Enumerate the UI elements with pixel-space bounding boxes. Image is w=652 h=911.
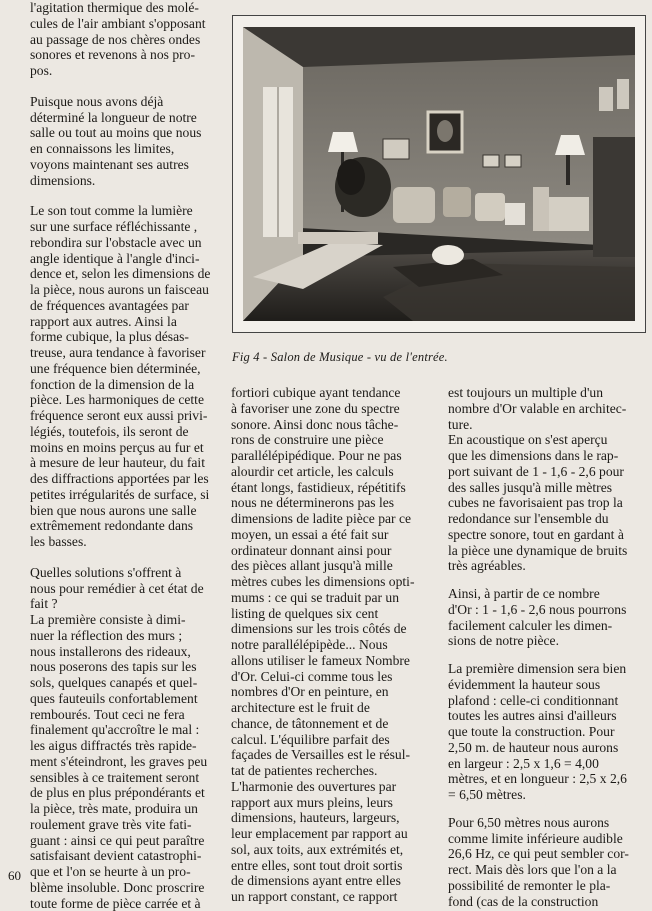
figure-caption: Fig 4 - Salon de Musique - vu de l'entrée. <box>232 350 448 364</box>
paragraph: l'agitation thermique des molé- cules de l'air ambiant s'opposant au passage de nos chères ondes sonores et revenons à nos pro- pos. <box>30 0 206 78</box>
text-column-1 <box>30 0 226 911</box>
figure-frame <box>232 15 646 333</box>
paragraph: Quelles solutions s'offrent à nous pour remédier à cet état de fait ? <box>30 564 204 612</box>
paragraph: L'harmonie des ouvertures par rapport aux murs pleins, leurs dimensions, hauteurs, largeurs, leur emplacement par rapport au sol, aux toits, aux extrémités et, entre elles, sont tout droit sortis de dimensions ayant entre elles un rapport constant, ce rapport <box>231 778 408 904</box>
page-number: 60 <box>8 868 21 883</box>
room-photo <box>243 27 635 321</box>
paragraph: fortiori cubique ayant tendance à favoriser une zone du spectre sonore. Ainsi donc nous tâche- rons de construire une pièce parallélépipédique. Pour ne pas alourdir cet article, les calculs étant longs, fastidieux, répétitifs nous ne déterminerons pas les dimensions de ladite pièce par ce moyen, un essai a été fait sur ordinateur donnant ainsi pour des pièces allant jusqu'à mille mètres cubes les dimensions opti- mums : ce qui se traduit par un listing de quelques six cent dimensions sur les trois côtés de notre parallélépipède... Nous allons utiliser le fameux Nombre d'Or. Celui-ci comme tous les nombres d'Or en peinture, en architecture est le fruit de chance, de tâtonnement et de calcul. L'équilibre parfait des façades de Versailles est le résul- tat de patientes recherches. <box>231 385 415 778</box>
text-column-2 <box>231 385 428 905</box>
paragraph: En acoustique on s'est aperçu que les dimensions dans le rap- port suivant de 1 - 1,6 - 2,6 pour des salles jusqu'à mille mètres cubes ne favorisaient pas trop la redondance sur l'ensemble du spectre sonore, tout en gardant à la pièce une dynamique de bruits très agréables. <box>448 432 628 574</box>
paragraph: Pour 6,50 mètres nous aurons comme limite inférieure audible 26,6 Hz, ce qui peut sembler cor- rect. Mais dès lors que l'on a la possibilité de remonter le pla- fond (cas de la construction <box>448 814 629 909</box>
paragraph: Le son tout comme la lumière sur une surface réfléchissante , rebondira sur l'obstacle avec un angle identique à l'angle d'inci- dence et, selon les dimensions de la pièce, nous aurons un faisceau de fréquences avantagées par rapport aux autres. Ainsi la forme cubique, la plus désas- treuse, aura tendance à favoriser une fréquence bien déterminée, fonction de la dimension de la pièce. Les harmoniques de cette fréquence seront eux aussi privi- légiés, toutefois, ils seront de moins en moins perçus au fur et à mesure de leur hauteur, du fait des diffractions apportées par les petites irrégularités de surface, si bien que nous aurons une salle extrêmement redondante dans les basses. <box>30 203 211 549</box>
text-column-3 <box>448 385 642 909</box>
paragraph: est toujours un multiple d'un nombre d'Or valable en architec- ture. <box>448 385 627 432</box>
paragraph: La première consiste à dimi- nuer la réflection des murs ; nous installerons des rideaux, nous poserons des tapis sur les sols, quelques canapés et quel- ques fauteuils confortablement rembourés. Tout ceci ne fera finalement qu'accroître le mal : les aigus diffractés très rapide- ment s'éteindront, les graves peu sensibles à ce traitement seront de plus en plus prépondérants et la pièce, très mate, produira un roulement grave très vite fati- guant : ainsi ce qui peut paraître satisfaisant devient catastrophi- que et l'on se heurte à un pro- blème insoluble. Donc proscrire toute forme de pièce carrée et à <box>30 612 208 911</box>
paragraph: La première dimension sera bien évidemment la hauteur sous plafond : celle-ci conditionnant toutes les autres ainsi d'ailleurs que toute la construction. Pour 2,50 m. de hauteur nous aurons en largeur : 2,5 x 1,6 = 4,00 mètres, et en longueur : 2,5 x 2,6 = 6,50 mètres. <box>448 661 627 802</box>
paragraph: Ainsi, à partir de ce nombre d'Or : 1 - 1,6 - 2,6 nous pourrons facilement calculer les dimen- sions de notre pièce. <box>448 586 627 649</box>
paragraph: Puisque nous avons déjà déterminé la longueur de notre salle ou tout au moins que nous en connaissons les limites, voyons maintenant ses autres dimensions. <box>30 93 202 188</box>
